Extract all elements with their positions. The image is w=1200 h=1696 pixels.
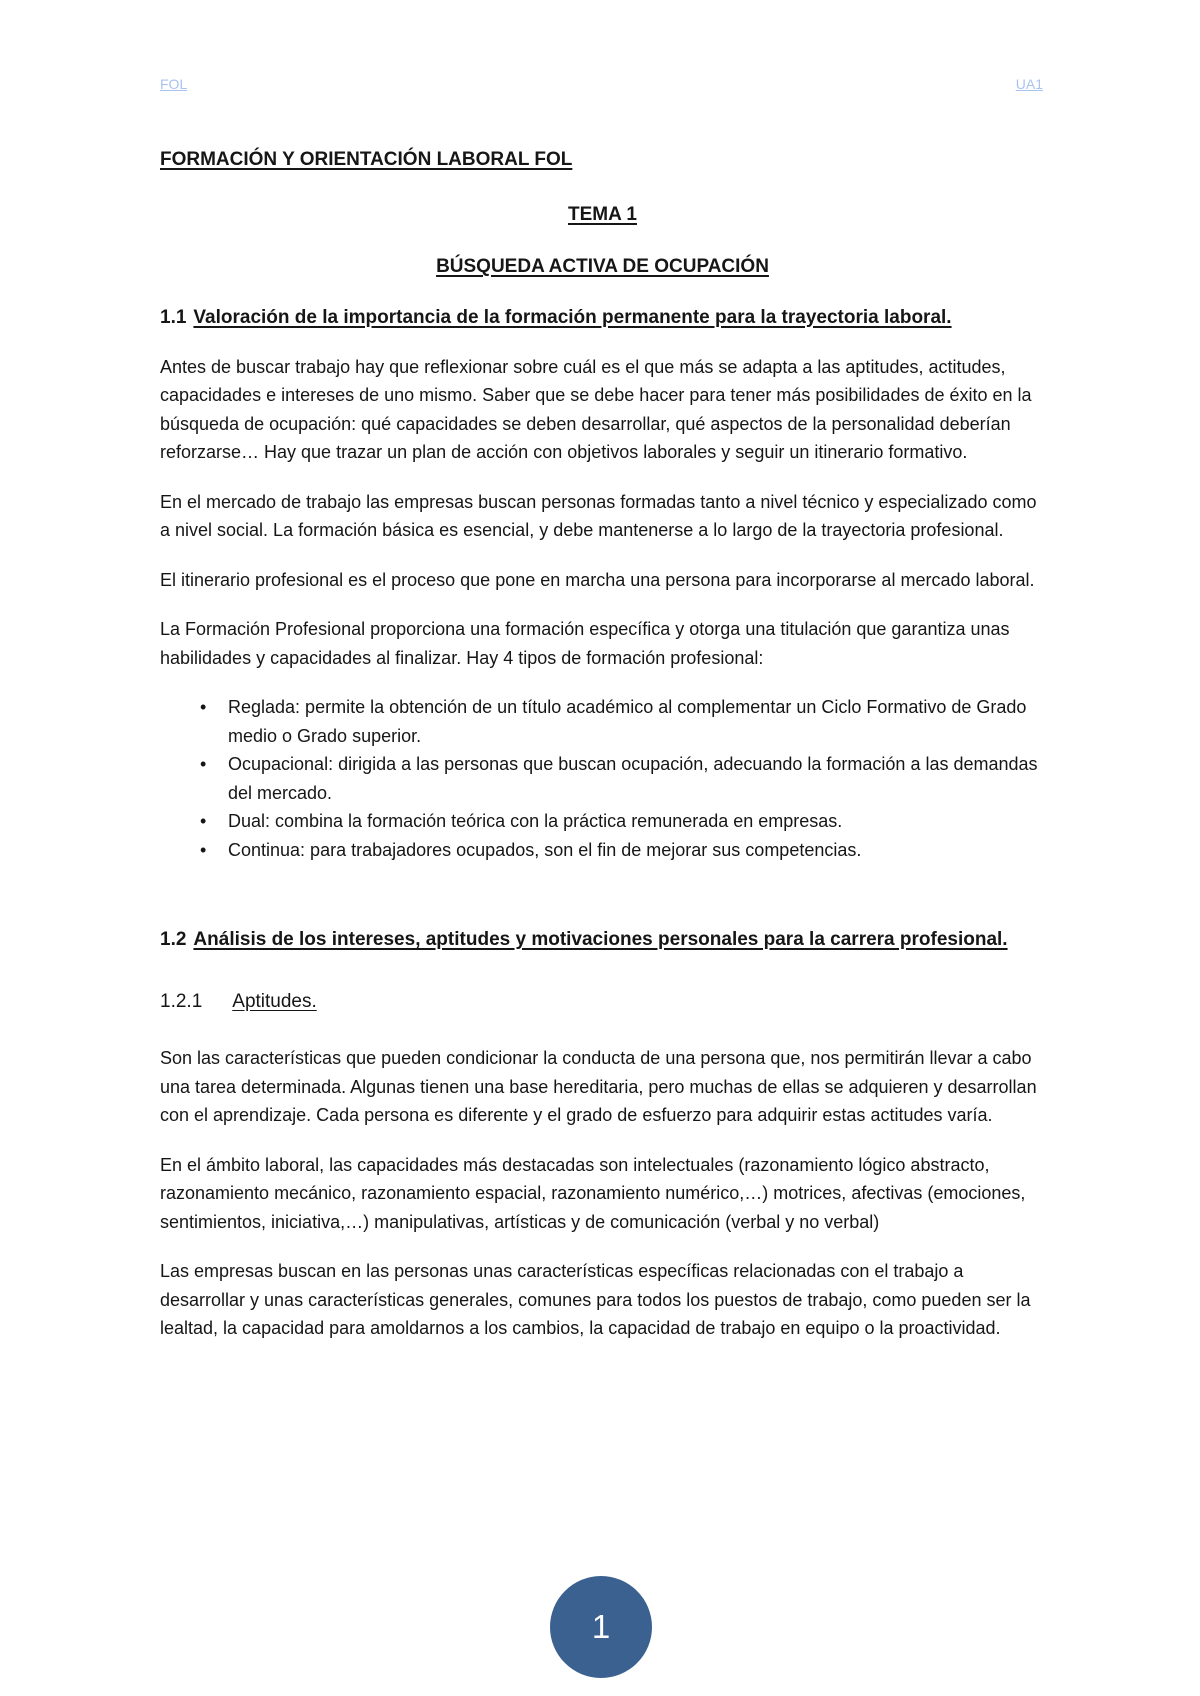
page-header (160, 76, 1043, 92)
subtitle-heading-text: BÚSQUEDA ACTIVA DE OCUPACIÓN (436, 256, 769, 277)
list-item-continua: • Continua: para trabajadores ocupados, son el fin de mejorar sus competencias. (228, 836, 1045, 865)
header-right-text: UA1 (1015, 76, 1043, 92)
tema-heading (160, 201, 1045, 230)
page-number: 1 (591, 1608, 611, 1645)
formacion-profesional-list (160, 693, 1045, 864)
list-item-ocupacional: • Ocupacional: dirigida a las personas que buscan ocupación, adecuando la formación a las demandas del mercado. (228, 750, 1045, 807)
subtitle-heading (160, 253, 1045, 282)
paragraph: Son las características que pueden condicionar la conducta de una persona que, nos permitirán llevar a cabo una tarea determinada. Algunas tienen una base hereditaria, pero muchas de ellas se adquieren y desarrollan con el aprendizaje. Cada persona es diferente y el grado de esfuerzo para adquirir estas actitudes varía. (160, 1048, 1037, 1125)
tema-heading-text: TEMA 1 (568, 203, 637, 225)
section-1-2-1-title: Aptitudes. (232, 991, 317, 1012)
paragraph: En el ámbito laboral, las capacidades más destacadas son intelectuales (razonamiento lógico abstracto, razonamiento mecánico, razonamiento espacial, razonamiento numérico,…) motrices, afectivas (emociones, sentimientos, iniciativa,…) manipulativas, artísticas y de comunicación (verbal y no verbal) (160, 1154, 1026, 1232)
document-body (160, 146, 1045, 1343)
header-left-text: FOL (160, 76, 188, 92)
section-1-2-title: Análisis de los intereses, aptitudes y motivaciones personales para la carrera profesional. (193, 929, 1008, 950)
section-1-2-1-number: 1.2.1 (160, 991, 203, 1012)
document-title: FORMACIÓN Y ORIENTACIÓN LABORAL FOL (160, 149, 573, 170)
section-1-1-title: Valoración de la importancia de la formación permanente para la trayectoria laboral. (193, 306, 952, 328)
list-item-dual: • Dual: combina la formación teórica con la práctica remunerada en empresas. (228, 807, 1045, 836)
section-1-2-1-heading (160, 990, 1045, 1014)
paragraph: En el mercado de trabajo las empresas buscan personas formadas tanto a nivel técnico y especializado como a nivel social. La formación básica es esencial, y debe mantenerse a lo largo de la trayectoria profesional. (160, 491, 1037, 540)
section-1-2-heading (160, 928, 1045, 952)
section-1-1-number: 1.1 (160, 306, 187, 328)
page-number-badge (550, 1576, 652, 1678)
paragraph: Antes de buscar trabajo hay que reflexionar sobre cuál es el que más se adapta a las aptitudes, actitudes, capacidades e intereses de uno mismo. Saber que se debe hacer para tener más posibilidades de éxito en la búsqueda de ocupación: qué capacidades se deben desarrollar, qué aspectos de la personalidad deberían reforzarse… Hay que trazar un plan de acción con objetivos laborales y seguir un itinerario formativo. (160, 356, 1032, 462)
section-1-1-heading (160, 306, 1045, 330)
list-item-reglada: • Reglada: permite la obtención de un título académico al complementar un Ciclo Formativo de Grado medio o Grado superior. (228, 693, 1045, 750)
paragraph: El itinerario profesional es el proceso que pone en marcha una persona para incorporarse al mercado laboral. (160, 569, 1035, 590)
section-1-2-number: 1.2 (160, 929, 187, 950)
paragraph: Las empresas buscan en las personas unas características específicas relacionadas con el trabajo a desarrollar y unas características generales, comunes para todos los puestos de trabajo, como pueden ser la lealtad, la capacidad para amoldarnos a los cambios, la capacidad de trabajo en equipo o la proactividad. (160, 1261, 1031, 1338)
paragraph: La Formación Profesional proporciona una formación específica y otorga una titulación que garantiza unas habilidades y capacidades al finalizar. Hay 4 tipos de formación profesional: (160, 619, 1010, 668)
